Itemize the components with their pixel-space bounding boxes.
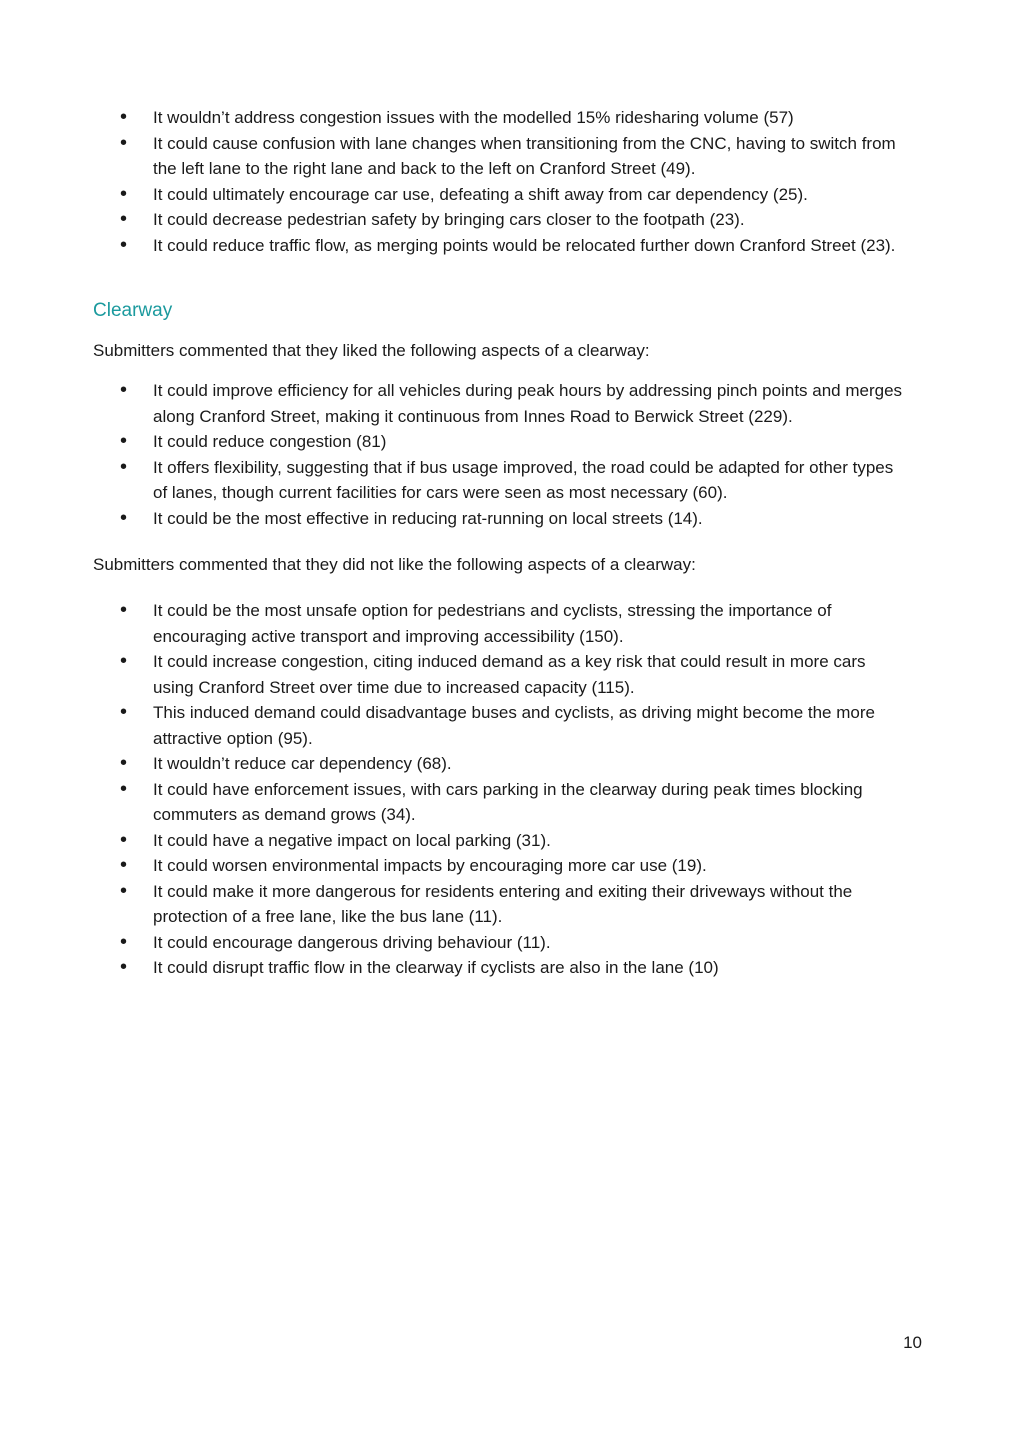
- page-number: 10: [903, 1333, 922, 1352]
- list-item: • It could cause confusion with lane changes when transitioning from the CNC, having to switch from the left lane to the right lane and back to the left on Cranford Street (49).: [120, 131, 910, 182]
- dislikes-bullet-list: [120, 598, 910, 981]
- list-item: • It could have a negative impact on local parking (31).: [120, 828, 910, 854]
- list-item: • It could have enforcement issues, with cars parking in the clearway during peak times blocking commuters as demand grows (34).: [120, 777, 910, 828]
- list-item: • It wouldn’t reduce car dependency (68).: [120, 751, 910, 777]
- list-item: • It could increase congestion, citing induced demand as a key risk that could result in more cars using Cranford Street over time due to increased capacity (115).: [120, 649, 910, 700]
- list-item: • It could improve efficiency for all vehicles during peak hours by addressing pinch points and merges along Cranford Street, making it continuous from Innes Road to Berwick Street (229).: [120, 378, 910, 429]
- list-item: • It could encourage dangerous driving behaviour (11).: [120, 930, 910, 956]
- list-item: • It could reduce traffic flow, as merging points would be relocated further down Cranford Street (23).: [120, 233, 910, 259]
- list-item: • It could disrupt traffic flow in the clearway if cyclists are also in the lane (10): [120, 955, 910, 981]
- list-item: • It offers flexibility, suggesting that if bus usage improved, the road could be adapted for other types of lanes, though current facilities for cars were seen as most necessary (60).: [120, 455, 910, 506]
- list-item: • It could decrease pedestrian safety by bringing cars closer to the footpath (23).: [120, 207, 910, 233]
- likes-bullet-list: [120, 378, 910, 531]
- list-item: • It could be the most effective in reducing rat-running on local streets (14).: [120, 506, 910, 532]
- section-heading-clearway: Clearway: [93, 300, 173, 321]
- list-item: • It could be the most unsafe option for pedestrians and cyclists, stressing the importance of encouraging active transport and improving accessibility (150).: [120, 598, 910, 649]
- list-item: • It could ultimately encourage car use, defeating a shift away from car dependency (25).: [120, 182, 910, 208]
- list-item: • It wouldn’t address congestion issues with the modelled 15% ridesharing volume (57): [120, 105, 910, 131]
- top-bullet-list: [120, 105, 910, 258]
- list-item: • This induced demand could disadvantage buses and cyclists, as driving might become the more attractive option (95).: [120, 700, 910, 751]
- likes-intro: Submitters commented that they liked the following aspects of a clearway:: [93, 341, 650, 360]
- list-item: • It could make it more dangerous for residents entering and exiting their driveways without the protection of a free lane, like the bus lane (11).: [120, 879, 910, 930]
- dislikes-intro: Submitters commented that they did not like the following aspects of a clearway:: [93, 555, 696, 574]
- list-item: • It could worsen environmental impacts by encouraging more car use (19).: [120, 853, 910, 879]
- list-item: • It could reduce congestion (81): [120, 429, 910, 455]
